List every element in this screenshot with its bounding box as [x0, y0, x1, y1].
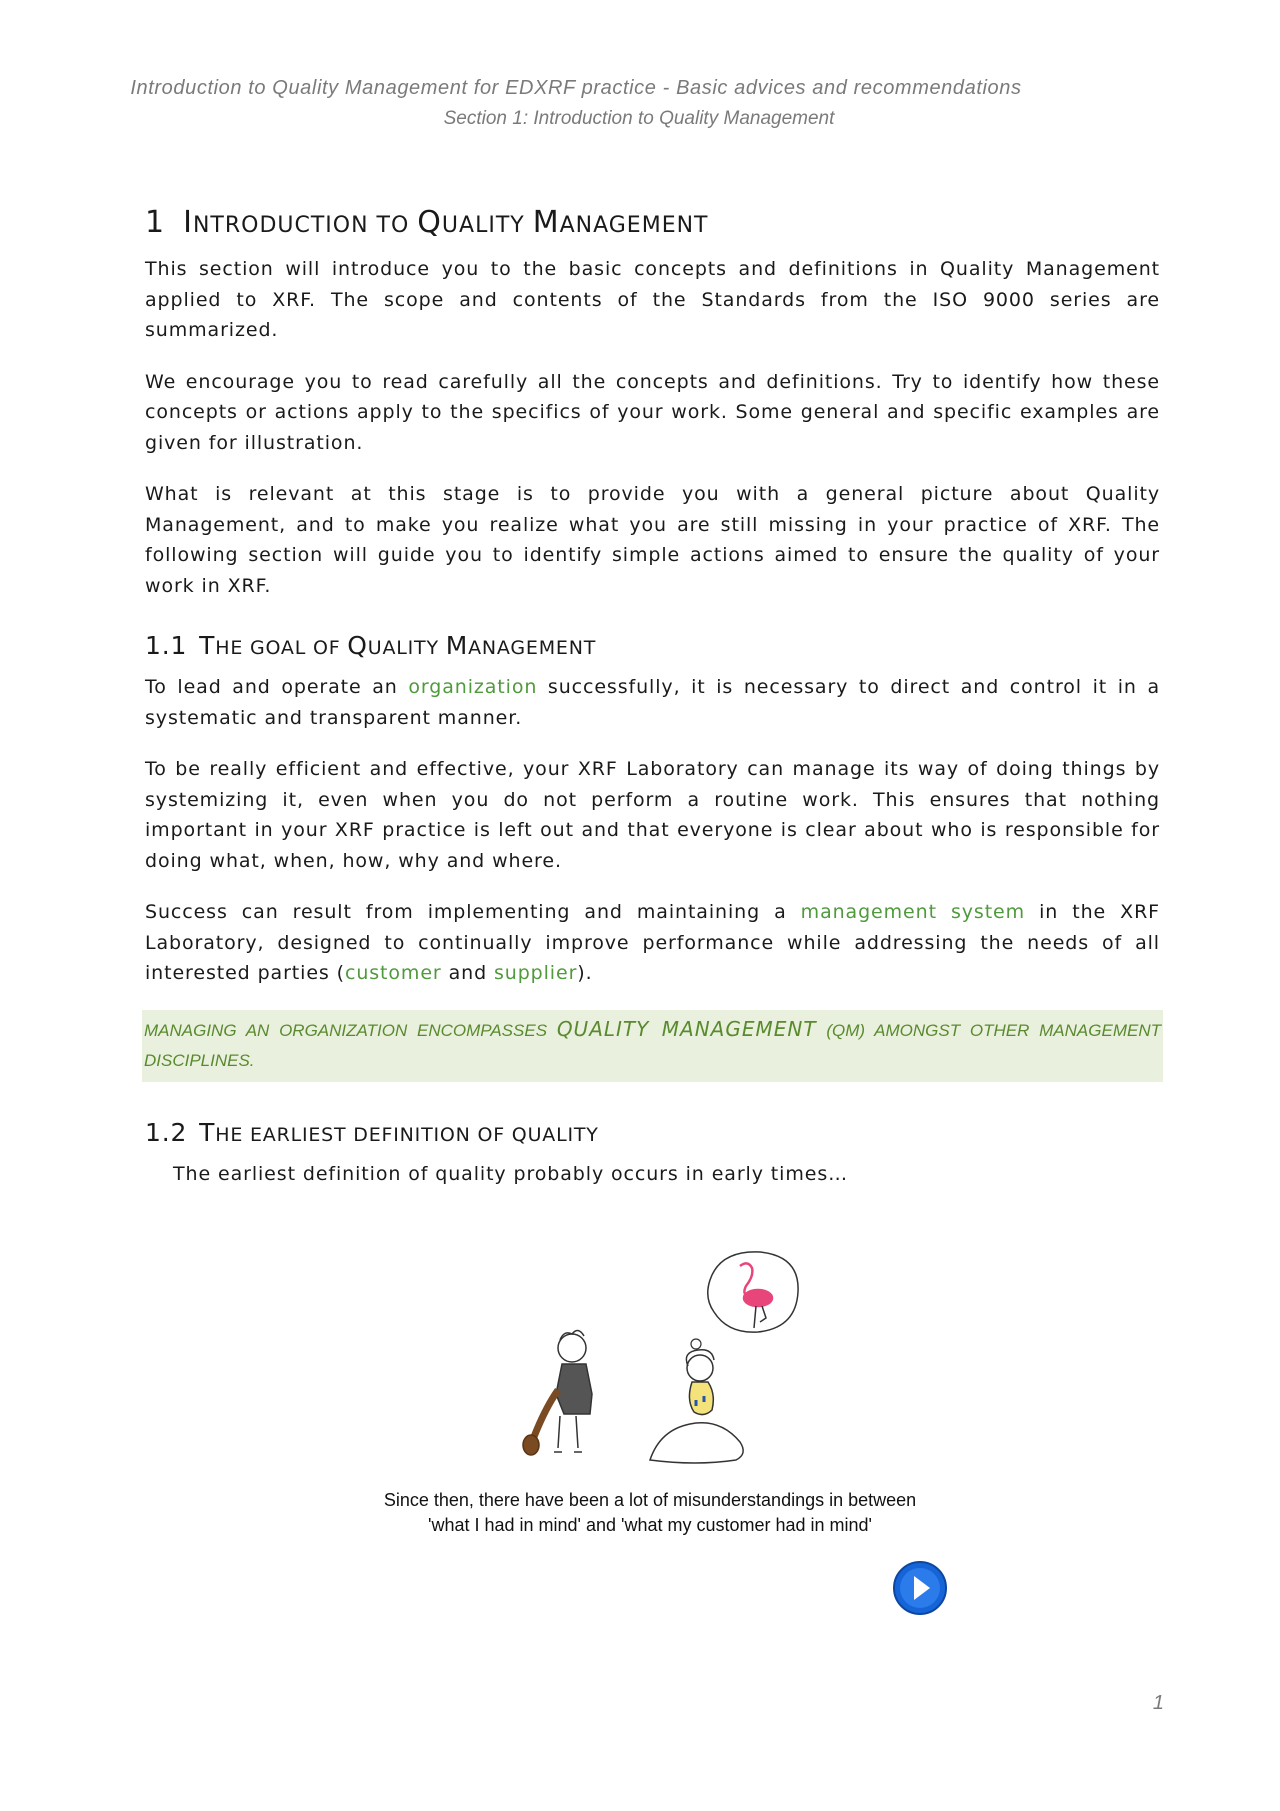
heading-cap: Q [417, 205, 442, 240]
paragraph: To be really efficient and effective, your XRF Laboratory can manage its way of doing things by systemizing it, even when you do not perform a routine work. This ensures that nothing important in your XRF practice is left out and that everyone is clear about who is responsible for doing what, when, how, why and where. [145, 758, 1160, 872]
paragraph: The earliest definition of quality probably occurs in early times… [173, 1162, 849, 1185]
section-1-1-heading [145, 631, 1160, 660]
heading-smallcaps: HE EARLIEST DEFINITION OF QUALITY [215, 1123, 599, 1146]
header-section-title: Section 1: Introduction to Quality Management [443, 108, 835, 129]
section-number: 1 [145, 205, 166, 240]
caption-line: 'what I had in mind' and 'what my customer had in mind' [428, 1515, 872, 1535]
paragraph: What is relevant at this stage is to provide you with a general picture about Quality Management, and to make you realize what you are still missing in your practice of XRF. The following section will guide you to identify simple actions aimed to ensure the quality of your work in XRF. [145, 483, 1160, 597]
text-run: ). [577, 962, 593, 984]
heading-cap: Q [347, 631, 368, 660]
customer-link[interactable]: customer [344, 962, 442, 984]
section-1-2-heading [145, 1118, 1160, 1147]
section-number: 1.1 [145, 631, 188, 660]
heading-cap: T [199, 1117, 216, 1147]
caption-line: Since then, there have been a lot of misunderstandings in between [383, 1490, 917, 1510]
text-run: Success can result from implementing and maintaining a [145, 901, 801, 923]
heading-smallcaps: HE GOAL OF [215, 637, 348, 659]
page-number: 1 [1152, 1692, 1164, 1714]
page-content [145, 205, 1160, 1210]
callout-emphasis: QUALITY MANAGEMENT [556, 1016, 817, 1041]
organization-link[interactable]: organization [408, 676, 538, 698]
heading-cap: I [183, 205, 193, 240]
callout-text: (QM) AMONGST OTHER MANAGEMENT DISCIPLINES. [144, 1020, 1161, 1070]
text-run: in the XRF Laboratory, designed to continually improve performance while addressing the needs of all interested parties ( [145, 901, 1160, 984]
callout-text: MANAGING AN ORGANIZATION ENCOMPASSES [144, 1020, 557, 1040]
heading-cap: M [532, 205, 560, 240]
supplier-link[interactable]: supplier [493, 962, 578, 984]
heading-cap: M [445, 631, 469, 660]
key-point-callout [142, 1010, 1163, 1082]
paragraph [145, 897, 1160, 989]
thought-bubble [691, 1252, 798, 1349]
paragraph: This section will introduce you to the basic concepts and definitions in Quality Management applied to XRF. The scope and contents of the Standards from the ISO 9000 series are summarized. [145, 258, 1160, 341]
heading-cap: T [199, 631, 216, 660]
section-1-heading [145, 205, 1160, 240]
text-run: To lead and operate an [145, 676, 409, 698]
text-run: successfully, it is necessary to direct and control it in a systematic and transparent manner. [145, 676, 1160, 729]
text-run: and [441, 962, 494, 984]
heading-smallcaps: NTRODUCTION TO [192, 213, 418, 238]
paragraph: We encourage you to read carefully all the concepts and definitions. Try to identify how these concepts or actions apply to the specifics of your work. Some general and specific examples are given for illustration. [145, 370, 1160, 454]
management-system-link[interactable]: management system [800, 901, 1026, 923]
heading-smallcaps: ANAGEMENT [468, 637, 597, 659]
play-button[interactable] [892, 1560, 948, 1616]
figure-caption [240, 1488, 1060, 1538]
paragraph [145, 672, 1160, 733]
heading-smallcaps: ANAGEMENT [559, 213, 709, 238]
header-document-title: Introduction to Quality Management for EDXRF practice - Basic advices and recommendations [130, 77, 1022, 99]
customer-figure [650, 1350, 743, 1463]
cartoon-illustration [500, 1240, 860, 1470]
heading-smallcaps: UALITY [367, 637, 446, 659]
section-number: 1.2 [145, 1117, 188, 1147]
heading-smallcaps: UALITY [441, 213, 533, 238]
caveman-figure [523, 1330, 592, 1455]
